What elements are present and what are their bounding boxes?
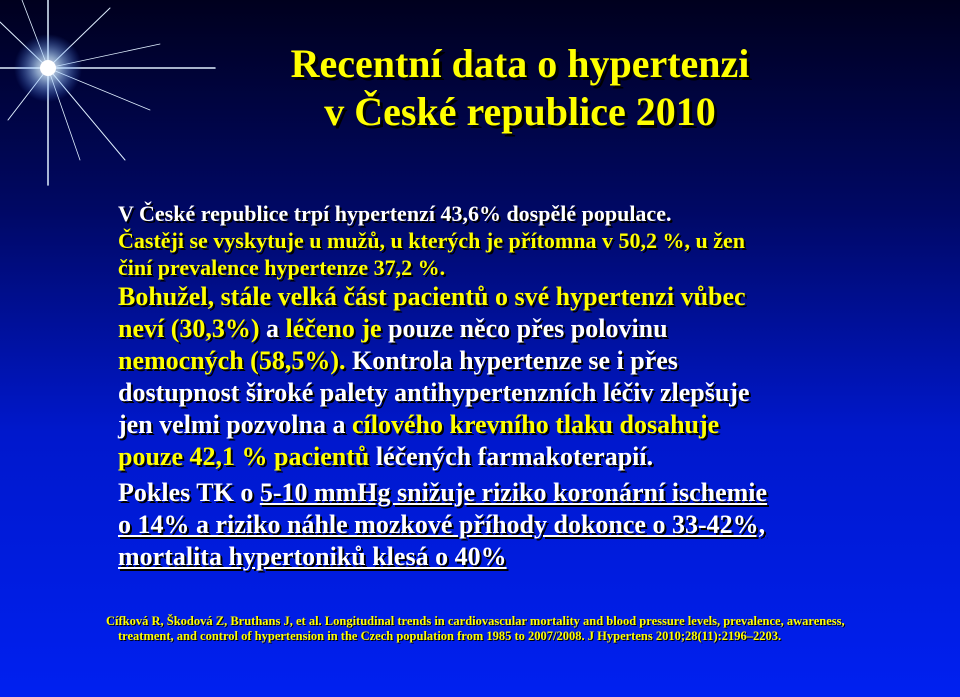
risk-line-1: Pokles TK o 5-10 mmHg snižuje riziko koronární ischemie	[118, 478, 768, 507]
slide-title	[200, 40, 840, 136]
citation-line-1: Cífková R, Škodová Z, Bruthans J, et al. Longitudinal trends in cardiovascular mortality and blood pressure levels, prevalence, awareness,	[106, 614, 845, 628]
prevalence-line-2: Častěji se vyskytuje u mužů, u kterých je přítomna v 50,2 %, u žen	[118, 228, 745, 253]
awareness-line-4: dostupnost široké palety antihypertenzních léčiv zlepšuje	[118, 378, 750, 407]
title-line-2: v České republice 2010	[324, 89, 716, 134]
risk-line-2: o 14% a riziko náhle mozkové příhody dokonce o 33-42%,	[118, 510, 766, 539]
prevalence-line-3: činí prevalence hypertenze 37,2 %.	[118, 255, 446, 280]
awareness-line-5: jen velmi pozvolna a cílového krevního tlaku dosahuje	[118, 410, 720, 439]
prevalence-paragraph	[118, 200, 918, 281]
awareness-paragraph	[118, 281, 918, 473]
slide-body	[118, 200, 918, 573]
awareness-line-3: nemocných (58,5%). Kontrola hypertenze se i přes	[118, 346, 678, 375]
awareness-line-2: neví (30,3%) a léčeno je pouze něco přes polovinu	[118, 314, 668, 343]
awareness-line-1: Bohužel, stále velká část pacientů o své hypertenzi vůbec	[118, 282, 746, 311]
awareness-line-6: pouze 42,1 % pacientů léčených farmakoterapií.	[118, 442, 654, 471]
risk-reduction-paragraph	[118, 477, 918, 573]
title-line-1: Recentní data o hypertenzi	[290, 41, 750, 86]
prevalence-line-1: V České republice trpí hypertenzí 43,6% dospělé populace.	[118, 201, 672, 226]
citation-reference	[106, 614, 906, 644]
citation-line-2: treatment, and control of hypertension in the Czech population from 1985 to 2007/2008. J Hypertens 2010;28(11):2196–2203.	[118, 629, 782, 643]
risk-line-3: mortalita hypertoniků klesá o 40%	[118, 542, 507, 571]
